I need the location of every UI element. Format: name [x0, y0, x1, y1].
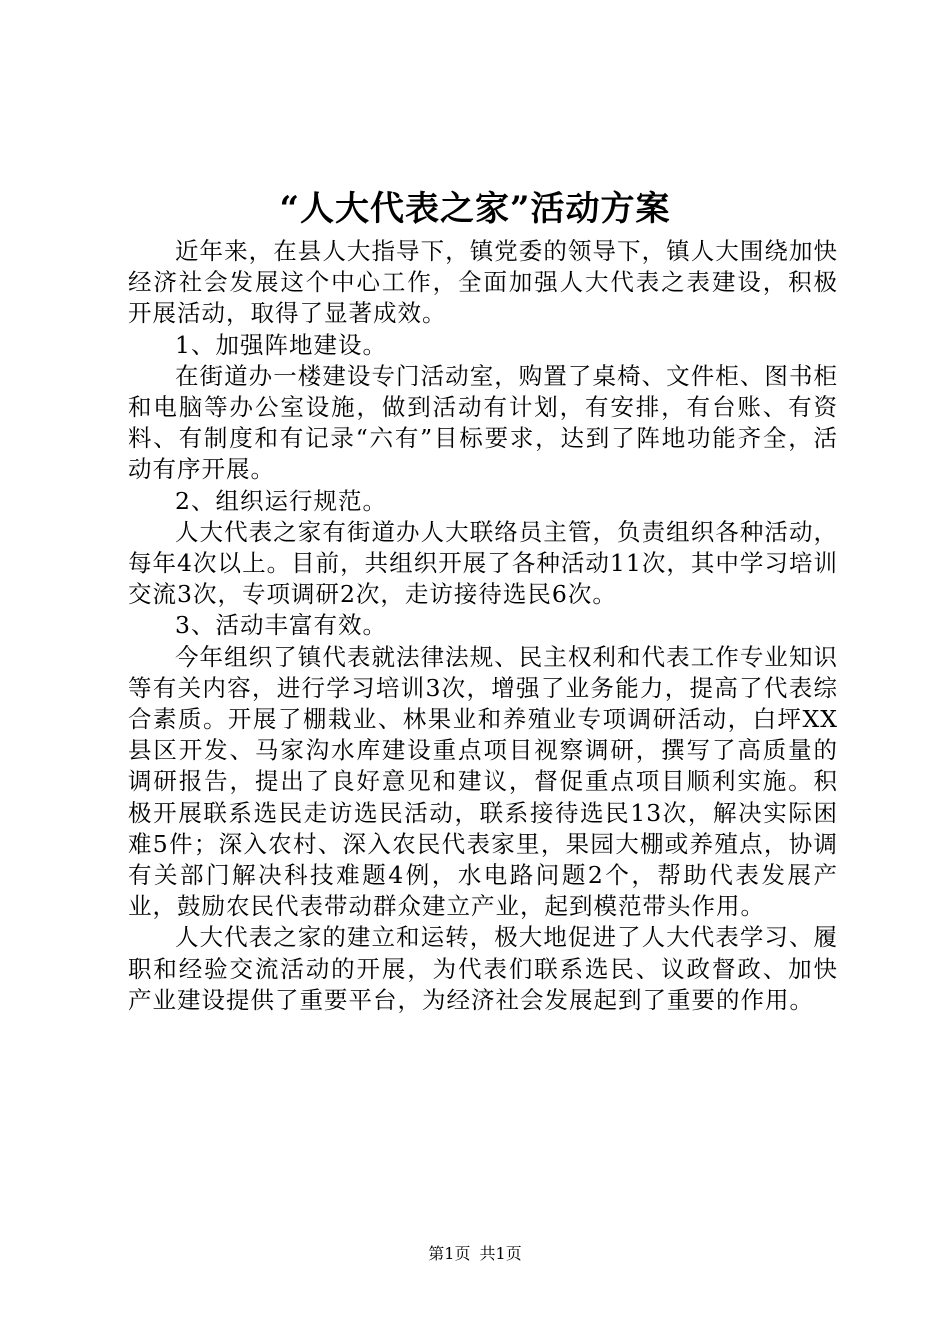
- document-body: [128, 236, 838, 1016]
- page-footer: [0, 1243, 950, 1265]
- section-3-paragraph: 今年组织了镇代表就法律法规、民主权利和代表工作专业知识等有关内容，进行学习培训3次，增强了业务能力，提高了代表综合素质。开展了棚栽业、林果业和养殖业专项调研活动，白坪XX县区开发、马家沟水库建设重点项目视察调研，撰写了高质量的调研报告，提出了良好意见和建议，督促重点项目顺利实施。积极开展联系选民走访选民活动，联系接待选民13次，解决实际困难5件；深入农村、深入农民代表家里，果园大棚或养殖点，协调有关部门解决科技难题4例，水电路问题2个，帮助代表发展产业，鼓励农民代表带动群众建立产业，起到模范带头作用。: [128, 642, 838, 921]
- section-3-heading: 3、活动丰富有效。: [175, 611, 387, 640]
- document-title: “人大代表之家”活动方案: [279, 189, 671, 229]
- page-total: 共1页: [479, 1244, 522, 1263]
- section-1-paragraph: 在街道办一楼建设专门活动室，购置了桌椅、文件柜、图书柜和电脑等办公室设施，做到活动有计划，有安排，有台账、有资料、有制度和有记录“六有”目标要求，达到了阵地功能齐全，活动有序开展。: [128, 361, 838, 484]
- section-2-paragraph: 人大代表之家有街道办人大联络员主管，负责组织各种活动，每年4次以上。目前，共组织开展了各种活动11次，其中学习培训交流3次，专项调研2次，走访接待选民6次。: [128, 517, 838, 609]
- conclusion-paragraph: 人大代表之家的建立和运转，极大地促进了人大代表学习、履职和经验交流活动的开展，为代表们联系选民、议政督政、加快产业建设提供了重要平台，为经济社会发展起到了重要的作用。: [128, 923, 838, 1014]
- section-1-heading: 1、加强阵地建设。: [175, 330, 387, 359]
- intro-paragraph: 近年来，在县人大指导下，镇党委的领导下，镇人大围绕加快经济社会发展这个中心工作，全面加强人大代表之表建设，积极开展活动，取得了显著成效。: [128, 237, 838, 328]
- section-2-heading: 2、组织运行规范。: [175, 486, 387, 515]
- page-number: 第1页: [428, 1244, 471, 1263]
